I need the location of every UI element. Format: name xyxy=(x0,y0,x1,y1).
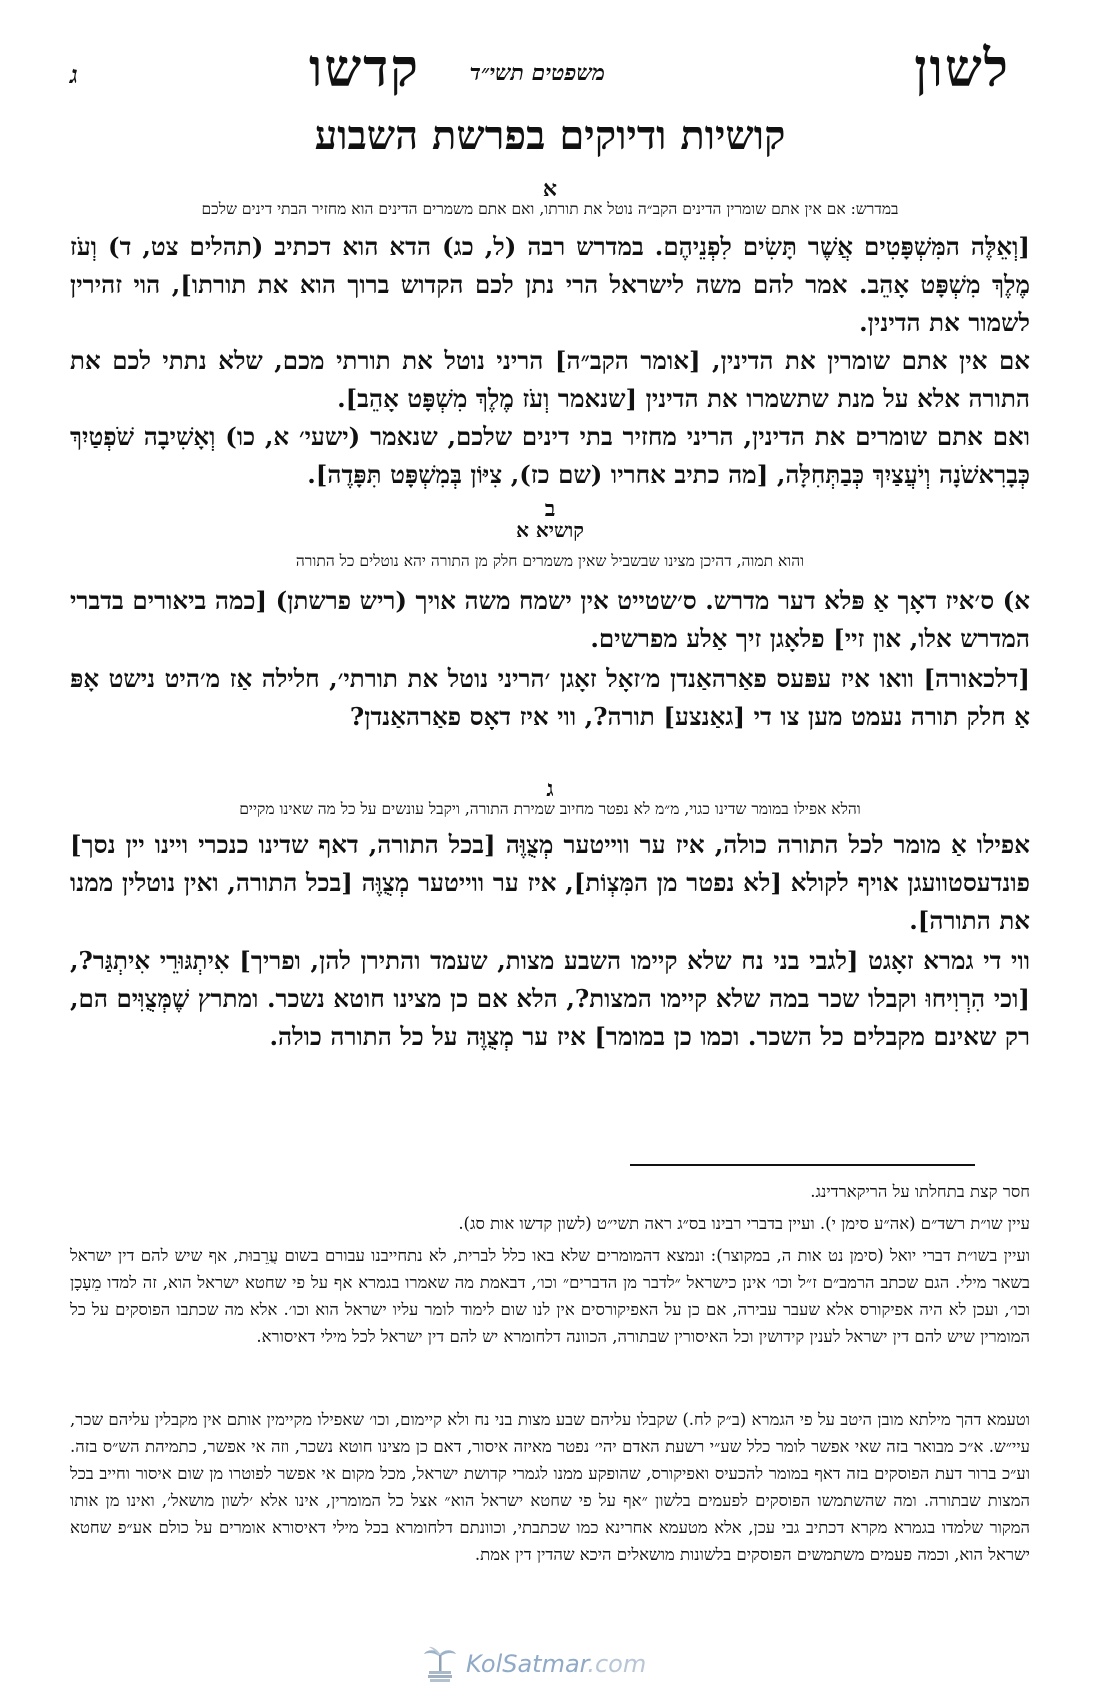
site-brand-name: KolSatmar xyxy=(466,1650,588,1678)
section-a-para-2: אם אין אתם שומרין את הדינין, [אומר הקב״ה] הריני נוטל את תורתי מכם, שלא נתתי לכם את התורה אלא על מנת שתשמרו את הדינין [שנאמר וְעֹז מֶלֶךְ מִשְׁפָּט אָהֵב]. xyxy=(70,346,1030,413)
section-a-para-3: ואם אתם שומרים את הדינין, הריני מחזיר בתי דינים שלכם, שנאמר (ישעי׳ א, כו) וְאָשִׁיבָה שֹׁפְטַיִךְ כְּבָרִאשֹׁנָה וְיֹעֲצַיִךְ כְּבַתְּחִלָּה, [מה כתיב אחריו (שם כז), צִיּוֹן בְּמִשְׁפָּט תִּפָּדֶה]. xyxy=(70,422,1030,489)
section-c-para-2: ווי די גמרא זאָגט [לגבי בני נח שלא קיימו השבע מצות, שעמד והתירן להן, ופריך] אִיתְגּוּרֵי אִיתְגַּר?, [וכי הִרְוִיחוּ וקבלו שכר במה שלא קיימו המצות?, הלא אם כן מצינו חוטא נשכר. ומתרץ שֶׁמְּצֻוִּים הם, רק שאינם מקבלים כל השכר. וכמו כן במומר] איז ער מְצֻוֶּה על כל התורה כולה. xyxy=(70,946,1030,1051)
section-c-lead: והלא אפילו במומר שדינו כגוי, מ״מ לא נפטר מחיוב שמירת התורה, ויקבל עונשים על כל מה שאינו מקיים xyxy=(239,800,861,818)
footnote-b-continued: ועיין בשו״ת דברי יואל (סימן נט אות ה, במקוצר): ונמצא דהמומרים שלא באו כלל לברית, לא נתחייבנו עבורם בשום עֲרֵבוּת, אף שיש להם דין ישראל בשאר מילי. הגם שכתב הרמב״ם ז״ל וכו׳ אינן כישראל ״לדבר מן הדברים״ וכו׳, דבאמת מה שאמרו בגמרא אף על פי שחטא ישראל הוא, זה למדו מֵעָכָן וכו׳, ועכן לא היה אפיקורס אלא שעבר עבירה, אם כן על האפיקורסים אין לנו שום לימוד לומר עליו ישראל הוא וכו׳. אלא מה שכתבו הפוסקים על כל המומרין שיש להם דין ישראל לענין קידושין וכל האיסורין שבתורה, הכוונה דלחומרא יש להם דין ישראל לכל מילי דאיסורא. xyxy=(70,1246,1030,1346)
site-brand xyxy=(466,1650,646,1678)
footnote-divider xyxy=(630,1164,975,1166)
palm-tree-books-icon xyxy=(420,1644,460,1684)
section-a-para-1: [וְאֵלֶּה המִּשְׁפָּטִים אֲשֶׁר תָּשִׂים לִפְנֵיהֶם. במדרש רבה (ל, כג) הדא הוא דכתיב (תהלים צט, ד) וְעֹז מֶלֶךְ מִשְׁפָּט אָהֵב. אמר להם משה לישראל הרי נתן לכם הקדוש ברוך הוא את תורתו], הוי זהירין לשמור את הדינין. xyxy=(70,232,1030,337)
section-marker-c: ג xyxy=(546,776,554,802)
header-title-left: קדשו xyxy=(309,38,420,99)
section-b-subtitle: קושיא א xyxy=(516,518,584,542)
section-b-para-1: א) ס׳איז דאָך אַ פּלא דער מדרש. ס׳שטייט אין ישמח משה אויך (ריש פרשתן) [כמה ביאורים בדברי המדרש אלו, און זיי] פלאָגן זיך אַלע מפרשים. xyxy=(70,586,1030,653)
footnote-b-reasoning: וטעמא דהך מילתא מובן היטב על פי הגמרא (ב״ק לח.) שקבלו עליהם שבע מצות בני נח ולא קיימום, וכו׳ שאפילו מקיימין אותם אין מקבלין עליהם שכר, עיי״ש. א״כ מבואר בזה שאי אפשר לומר כלל שע״י רשעת האדם יהי׳ נפטר מאיזה איסור, דאם כן מצינו חוטא נשכר, וזה אי אפשר, כתמיהת הש״ס בזה. וע״כ ברור דעת הפוסקים בזה דאף במומר להכעיס ואפיקורס, שהופקע ממנו לגמרי קדושת ישראל, מכל מקום אי אפשר לפוטרו מן שום איסור וחייב בכל המצות שבתורה. ומה שהשתמשו הפוסקים לפעמים בלשון ״אף על פי שחטא ישראל הוא״ אצל כל המומרין, אינו אלא ׳לשון מושאל׳, ואינו מן אותו המקור שלמדו בגמרא מקרא דכתיב גבי עכן, אלא מטעמא אחרינא כמו שכתבתי, וכוונתם דלחומרא בכל מילי דאיסורא אומרים על כולם אע״פ שחטא ישראל הוא, וכמה פעמים משתמשים הפוסקים בלשונות מושאלים היכא שהדין דין אמת. xyxy=(70,1410,1030,1564)
section-a-lead: במדרש: אם אין אתם שומרין הדינים הקב״ה נוטל את תורתו, ואם אתם משמרים הדינים הוא מחזיר הבתי דינים שלכם xyxy=(201,200,899,218)
header-parsha: משפטים תשי״ד xyxy=(469,60,605,86)
section-marker-a: א xyxy=(542,176,558,202)
section-marker-b: ב xyxy=(544,496,556,522)
main-title: קושיות ודיוקים בפרשת השבוע xyxy=(314,112,786,159)
section-b-para-2: [דלכאורה] וואו איז עפּעס פאַרהאַנדן מ׳זאָל זאָגן ׳הריני נוטל את תורתי׳, חלילה אַז מ׳היט נישט אָפּ אַ חלק תורה נעמט מען צו די [גאַנצע] תורה?, ווי איז דאָס פאַרהאַנדן? xyxy=(70,664,1030,731)
section-b-lead: והוא תמוה, דהיכן מצינו שבשביל שאין משמרים חלק מן התורה יהא נוטלים כל התורה xyxy=(295,552,805,570)
header-title-right: לשון xyxy=(914,38,1010,99)
footnote-b: עיין שו״ת רשד״ם (אה״ע סימן י). ועיין בדברי רבינו בס״ג ראה תשי״ט (לשון קדשו אות סג). xyxy=(458,1214,1030,1233)
footnote-a: חסר קצת בתחלתו על הריקארדינג. xyxy=(810,1182,1030,1201)
site-brand-tld: .com xyxy=(587,1650,647,1678)
page-number: ג xyxy=(70,60,78,89)
page-header xyxy=(60,38,1040,108)
section-c-para-1: אפילו אַ מומר לכל התורה כולה, איז ער ווייטער מְצֻוֶּה [בכל התורה, דאף שדינו כנכרי ויינו יין נסך] פונדעסטוועגן אויף לקולא [לא נפטר מן המִּצְוֹת], איז ער ווייטער מְצֻוֶּה [בכל התורה, ואין נוטלין ממנו את התורה]. xyxy=(70,830,1030,935)
site-logo[interactable] xyxy=(420,1644,680,1684)
